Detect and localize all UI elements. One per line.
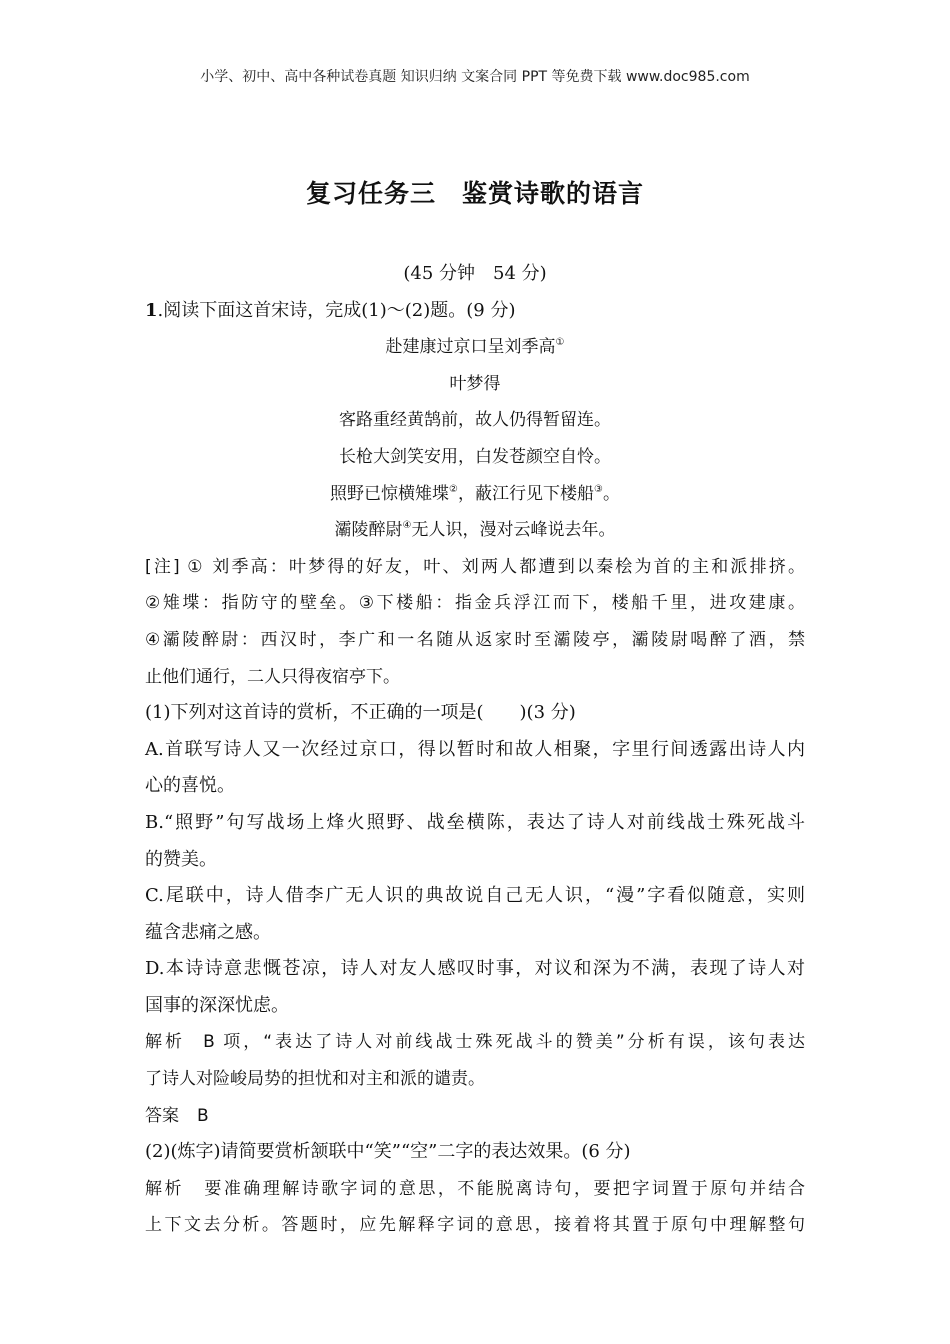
- poem-note-marker-4: ④: [402, 520, 412, 532]
- notes-line-4: 止他们通行，二人只得夜宿亭下。: [145, 666, 400, 687]
- sub1-stem: [145, 695, 805, 732]
- option-b-line-1: B.“照野”句写战场上烽火照野、战垒横陈，表达了诗人对前线战士殊死战斗: [145, 811, 805, 833]
- poem-note-marker-3: ③: [594, 483, 603, 495]
- question-number: 1: [145, 299, 158, 321]
- sub1-analysis-text-1: B 项，“表达了诗人对前线战士殊死战斗的赞美”分析有误，该句表达: [203, 1032, 806, 1053]
- sub1-stem-b: )(3 分): [519, 702, 576, 724]
- question1-prompt: [145, 293, 805, 330]
- sub2-analysis-line-1: [145, 1171, 805, 1208]
- header-text: 小学、初中、高中各种试卷真题 知识归纳 文案合同 PPT 等免费下载 www.doc985.com: [200, 69, 750, 85]
- poem-note-marker-2: ②: [449, 483, 458, 495]
- page-header: [0, 66, 950, 86]
- option-c-line-2: 蕴含悲痛之感。: [145, 921, 271, 943]
- option-c-line-1: C.尾联中，诗人借李广无人识的典故说自己无人识，“漫”字看似随意，实则: [145, 885, 805, 907]
- option-d-line-1: D.本诗诗意悲慨苍凉，诗人对友人感叹时事，对议和深为不满，表现了诗人对: [145, 958, 805, 980]
- poem-author: [145, 366, 805, 403]
- question-prompt-text: .阅读下面这首宋诗，完成(1)～(2)题。(9 分): [157, 299, 516, 321]
- page-title: [0, 174, 950, 210]
- option-d-line-2: 国事的深深忧虑。: [145, 994, 289, 1016]
- poem-line-4a: 灞陵醉尉: [334, 520, 403, 541]
- poem-title: [145, 329, 805, 366]
- sub2-analysis-label: 解析: [145, 1178, 184, 1199]
- sub1-analysis-line-1: [145, 1024, 805, 1061]
- main-content: [145, 256, 805, 1244]
- poem-line-3c: 。: [602, 483, 620, 504]
- sub1-answer-value: B: [197, 1105, 209, 1126]
- poem-line-4b: 无人识，漫对云峰说去年。: [411, 520, 616, 541]
- sub1-answer-label: 答案: [145, 1105, 179, 1126]
- notes-line-1: [注] ① 刘季高：叶梦得的好友，叶、刘两人都遭到以秦桧为首的主和派排挤。: [145, 556, 805, 577]
- poem-line-1: [145, 402, 805, 439]
- notes-line-3: ④灞陵醉尉：西汉时，李广和一名随从返家时至灞陵亭，灞陵尉喝醉了酒，禁: [145, 629, 805, 650]
- time-info: [145, 256, 805, 293]
- option-a-line-1: A.首联写诗人又一次经过京口，得以暂时和故人相聚，字里行间透露出诗人内: [145, 738, 805, 760]
- poem-line-4: [145, 512, 805, 549]
- time-score: 54 分): [493, 263, 547, 284]
- poem-line-2-text: 长枪大剑笑安用，白发苍颜空自怜。: [339, 446, 611, 467]
- option-a-line-2: 心的喜悦。: [145, 775, 235, 797]
- poem-line-1-text: 客路重经黄鹄前，故人仍得暂留连。: [339, 410, 611, 431]
- sub1-analysis-label: 解析: [145, 1032, 186, 1053]
- poem-author-text: 叶梦得: [449, 373, 501, 394]
- poem-title-text: 赴建康过京口呈刘季高: [385, 337, 556, 358]
- sub2-analysis-line-2: 上下文去分析。答题时，应先解释字词的意思，接着将其置于原句中理解整句: [145, 1215, 805, 1236]
- title-part1: 复习任务三: [305, 179, 436, 208]
- sub2-stem: (2)(炼字)请简要赏析颔联中“笑”“空”二字的表达效果。(6 分): [145, 1141, 631, 1163]
- sub1-analysis-line-2: 了诗人对险峻局势的担忧和对主和派的谴责。: [145, 1069, 485, 1090]
- poem-line-2: [145, 439, 805, 476]
- sub1-answer: [145, 1098, 805, 1135]
- sub2-analysis-text-1: 要准确理解诗歌字词的意思，不能脱离诗句，要把字词置于原句并结合: [201, 1178, 806, 1199]
- option-b-line-2: 的赞美。: [145, 848, 217, 870]
- notes-line-2: ②雉堞：指防守的壁垒。③下楼船：指金兵浮江而下，楼船千里，进攻建康。: [145, 593, 805, 614]
- poem-line-3b: ，蔽江行见下楼船: [458, 483, 594, 504]
- time-minutes: (45 分钟: [403, 263, 475, 284]
- poem-line-3: [145, 476, 805, 513]
- poem-line-3a: 照野已惊横雉堞: [330, 483, 450, 504]
- sub1-stem-a: (1)下列对这首诗的赏析，不正确的一项是(: [145, 702, 484, 724]
- title-part2: 鉴赏诗歌的语言: [462, 179, 645, 208]
- poem-title-note-marker: ①: [555, 337, 565, 349]
